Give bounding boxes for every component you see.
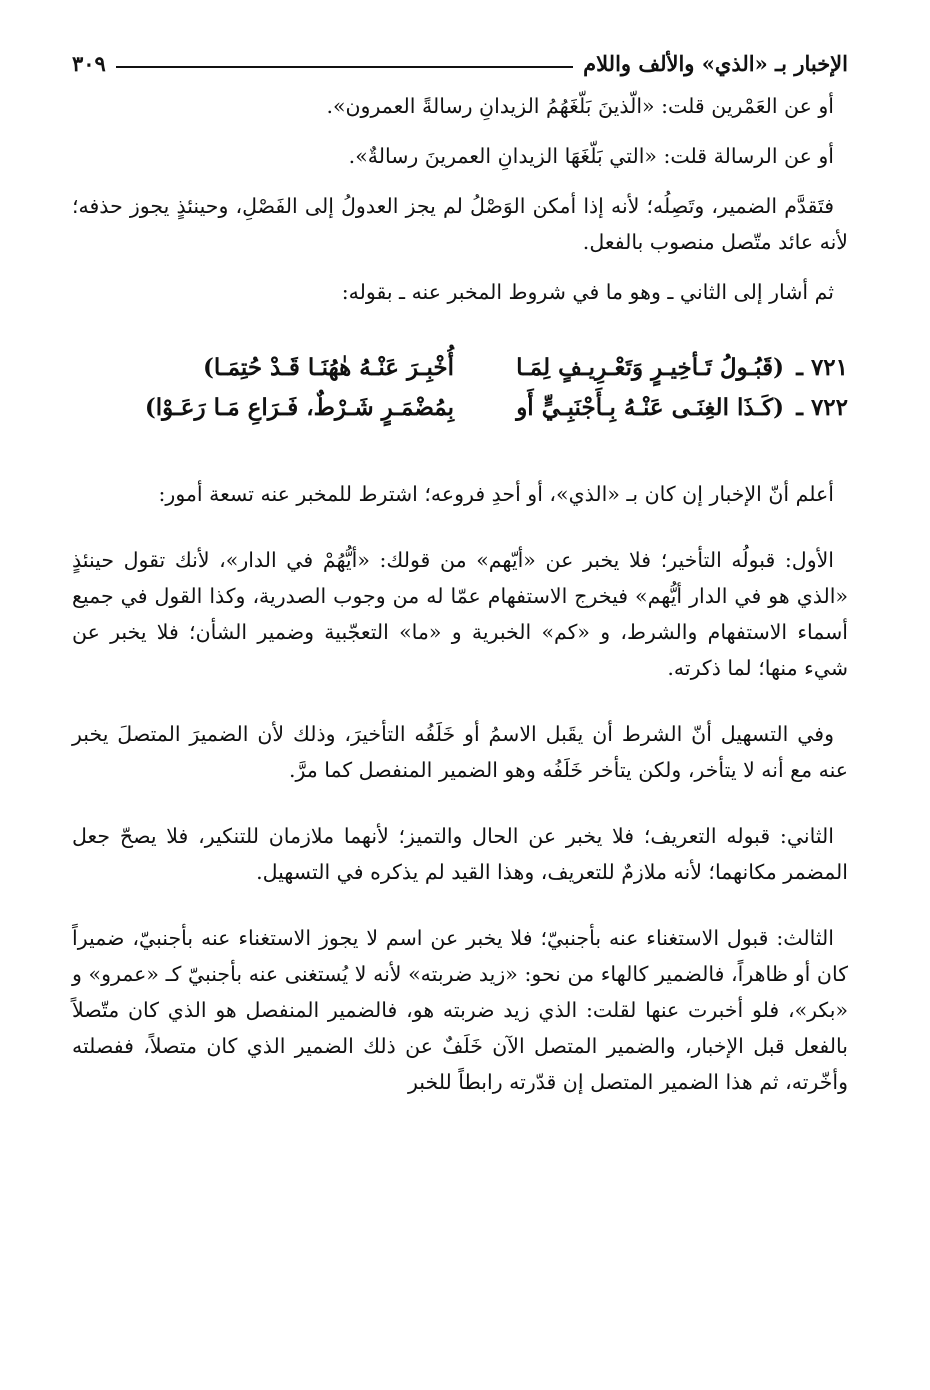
verse-721 <box>72 348 848 388</box>
paragraph-3: فتَقدَّم الضمير، وتَصِلُه؛ لأنه إذا أمكن الوَصْلُ لم يجز العدولُ إلى الفَصْلِ، وحينئذٍ يجوز حذفه؛ لأنه عائد متّصل منصوب بالفعل. <box>72 194 848 254</box>
paragraph-4: ثم أشار إلى الثاني ـ وهو ما في شروط المخبر عنه ـ بقوله: <box>341 280 834 304</box>
verse-number: ٧٢٢ ـ <box>796 394 848 421</box>
verse-first-hemistich: (كَـذَا الغِنَـى عَنْـهُ بِـأَجْنَبِـيٍّ أَو <box>516 394 784 421</box>
paragraph-7: وفي التسهيل أنّ الشرط أن يقَبل الاسمُ أو خَلَفُه التأخيرَ، وذلك لأن الضميرَ المتصلَ يخبر عنه مع أنه لا يتأخر، ولكن يتأخر خَلَفُه وهو الضمير المنفصل كما مرَّ. <box>72 722 848 782</box>
paragraph-9: الثالث: قبول الاستغناء عنه بأجنبيّ؛ فلا يخبر عن اسم لا يجوز الاستغناء عنه بأجنبيّ، ضميراً كان أو ظاهراً، فالضمير كالهاء من نحو: «زيد ضربته» لأنه لا يُستغنى عنه بأجنبيّ كـ «عمرو» و «بكر»، فلو أخبرت عنها لقلت: الذي زيد ضربته هو، فالضمير المنفصل هو الذي كان متّصلاً بالفعل قبل الإخبار، والضمير المتصل الآن خَلَفٌ عن ذلك الضمير الذي كان متصلاً، ففصلته وأخّرته، ثم هذا الضمير المتصل إن قدّرته رابطاً للخبر <box>72 926 848 1094</box>
paragraph-1: أو عن العَمْرين قلت: «الّذينَ بَلّغَهُمُ الزيدانِ رسالةً العمرون». <box>326 94 834 118</box>
verse-number: ٧٢١ ـ <box>796 354 848 381</box>
paragraph-5: أعلم أنّ الإخبار إن كان بـ «الذي»، أو أحدِ فروعه؛ اشترط للمخبر عنه تسعة أمور: <box>158 482 834 506</box>
verse-second-hemistich: بِمُضْمَـرٍ شَـرْطٌ، فَـرَاعِ مَـا رَعَـوْا) <box>144 394 454 421</box>
header-rule <box>116 66 573 68</box>
verse-first-hemistich: (قَبُـولُ تَـأخِيـرٍ وَتَعْـرِيـفٍ لِمَـا <box>516 354 784 381</box>
paragraph-8: الثاني: قبوله التعريف؛ فلا يخبر عن الحال والتميز؛ لأنهما ملازمان للتنكير، فلا يصحّ جعل المضمر مكانهما؛ لأنه ملازمٌ للتعريف، وهذا القيد لم يذكره في التسهيل. <box>72 824 848 884</box>
page-number: ٣٠٩ <box>72 51 106 76</box>
running-title: الإخبار بـ «الذي» والألف واللام <box>583 51 848 76</box>
verse-block <box>72 348 848 428</box>
running-header <box>72 36 848 74</box>
paragraph-2: أو عن الرسالة قلت: «التي بَلّغَهَا الزيدانِ العمرينَ رسالةٌ». <box>348 144 834 168</box>
paragraph-6: الأول: قبولُه التأخير؛ فلا يخبر عن «أيّهم» من قولك: «أيُّهُمْ في الدار»، لأنك تقول حينئذٍ «الذي هو في الدار أيُّهم» فيخرج الاستفهام عمّا له من وجوب الصدرية، وكذا القول في جميع أسماء الاستفهام والشرط، و «كم» الخبرية و «ما» التعجّبية وضمير الشأن؛ فلا يخبر عن شيء منها؛ لما ذكرته. <box>72 548 848 680</box>
verse-second-hemistich: أُخْبِـرَ عَنْـهُ هٰهُنَـا قَـدْ حُتِمَـا) <box>202 354 454 381</box>
verse-722 <box>72 388 848 428</box>
